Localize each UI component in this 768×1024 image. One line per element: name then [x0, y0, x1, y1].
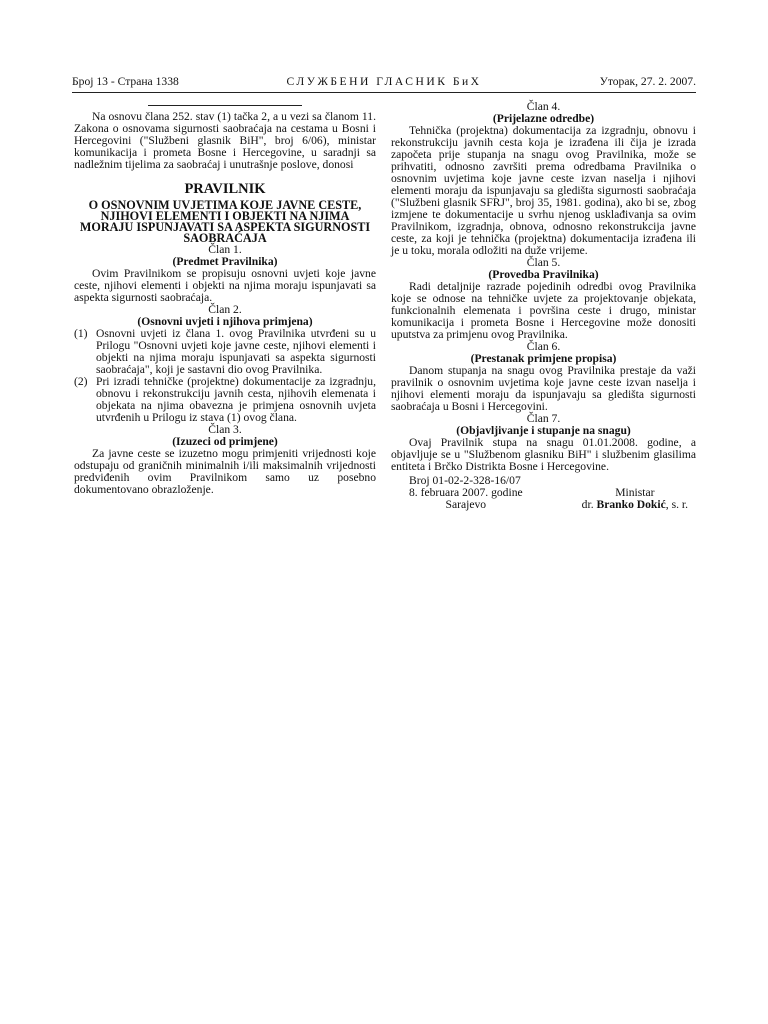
signatory-suffix: , s. r. [665, 498, 688, 511]
article-text: Tehnička (projektna) dokumentacija za izgradnju, obnovu i rekonstrukciju javnih cesta koja je izrađena ili čija je izrada započeta prije stupanja na snagu ovog Pravilnika, može se prihvatiti, odnosno završiti prema odredbama Pravilnika o osnovnim uvjetima koje javne ceste izvan naselja i njihovi elementi moraju da ispunjavaju sa gledišta sigurnosti saobraćaja ("Službeni glasnik SFRJ", broj 35, 1981. godina), ako bi se, zbog izmjene te dokumentacije u svrhu njenog usklađivanja sa ovim Pravilnikom, izgradnja, obnova, odnosno rekonstrukcija javne ceste, za koji je tehnička (projektna) dokumentacija izrađena ili je u toku, morala odložiti na duže vrijeme. [391, 124, 696, 257]
header-rule [72, 92, 696, 93]
article-7 [391, 413, 696, 473]
article-4 [391, 101, 696, 257]
signatory-role: Ministar [615, 486, 655, 499]
article-heading: (Provedba Pravilnika) [488, 268, 599, 281]
article-item [74, 328, 376, 376]
document-number: Broj 01-02-2-328-16/07 [409, 474, 521, 487]
document-date: 8. februara 2007. godine [409, 486, 523, 499]
article-6 [391, 341, 696, 413]
article-1 [74, 244, 376, 304]
article-text: Za javne ceste se izuzetno mogu primjeniti vrijednosti koje odstupaju od graničnih minimalnih i/ili maksimalnih vrijednosti predviđenih ovim Pravilnikom samo uz posebno dokumentovano obrazloženje. [74, 447, 376, 496]
article-heading: (Prestanak primjene propisa) [470, 352, 617, 365]
signatory-title: dr. [581, 498, 594, 511]
preamble: Na osnovu člana 252. stav (1) tačka 2, a u vezi sa članom 11. Zakona o osnovama sigurnosti saobraćaja na cestama u Bosni i Hercegovini ("Službeni glasnik BiH", broj 6/06), ministar komunikacija i prometa Bosne i Hercegovine, u saradnji sa nadležnim tijelima za saobraćaj i unutrašnje poslove, donosi [74, 110, 376, 171]
article-heading: (Objavljivanje i stupanje na snagu) [456, 424, 631, 437]
article-item [74, 376, 376, 424]
document-place: Sarajevo [445, 498, 487, 511]
article-label: Član 1. [208, 243, 242, 256]
article-3 [74, 424, 376, 496]
article-label: Član 4. [526, 100, 561, 113]
issue-date: Уторак, 27. 2. 2007. [599, 75, 696, 88]
document-subtitle: O OSNOVNIM UVJETIMA KOJE JAVNE CESTE, NJIHOVI ELEMENTI I OBJEKTI NA NJIMA MORAJU ISPUNJAVATI SA ASPEKTA SIGURNOSTI SAOBRAĆAJA [79, 198, 371, 245]
article-heading: (Predmet Pravilnika) [172, 255, 278, 268]
article-5 [391, 257, 696, 341]
article-label: Član 3. [208, 423, 242, 436]
article-label: Član 7. [526, 412, 561, 425]
article-text: Danom stupanja na snagu ovog Pravilnika prestaje da važi pravilnik o osnovnim uvjetima koje javne ceste izvan naselja i njihovi elementi moraju da ispunjavaju sa gledišta sigurnosti saobraćaja u Bosni i Hercegovini. [391, 364, 696, 413]
right-column [391, 101, 696, 511]
gazette-title: СЛУЖБЕНИ ГЛАСНИК БиХ [286, 75, 482, 88]
left-column [74, 111, 376, 496]
section-separator [148, 105, 302, 106]
issue-page-number: Број 13 - Страна 1338 [72, 75, 179, 88]
article-2 [74, 304, 376, 424]
article-label: Član 6. [526, 340, 561, 353]
article-heading: (Izuzeci od primjene) [172, 435, 278, 448]
signatory-name: Branko Dokić [596, 498, 666, 511]
article-label: Član 2. [208, 303, 242, 316]
article-text: Radi detaljnije razrade pojedinih odredbi ovog Pravilnika koje se odnose na tehničke uvjete za projektovanje objekata, funkcionalnih elemenata i površina ceste i drugo, ministar komunikacija i prometa Bosne i Hercegovine može donositi uputstva za primjenu ovog Pravilnika. [391, 280, 696, 341]
article-heading: (Osnovni uvjeti i njihova primjena) [137, 315, 313, 328]
signatory-name-line [582, 499, 688, 511]
article-text: Ovim Pravilnikom se propisuju osnovni uvjeti koje javne ceste, njihovi elementi i objekti na njima moraju ispunjavati sa aspekta sigurnosti saobraćaja. [74, 267, 376, 304]
article-heading: (Prijelazne odredbe) [492, 112, 595, 125]
item-text: Osnovni uvjeti iz člana 1. ovog Pravilnika utvrđeni su u Prilogu "Osnovni uvjeti koje javne ceste, njihovi elementi i objekti na njima moraju ispunjavati sa aspekta sigurnosti saobraćaja", koji je sastavni dio ovog Pravilnika. [96, 327, 376, 376]
item-number: (1) [74, 327, 88, 340]
item-number: (2) [74, 375, 88, 388]
item-text: Pri izradi tehničke (projektne) dokumentacije za izgradnju, obnovu i rekonstrukciju javnih cesta, njihovih elemenata i objekata na njima obavezna je primjena osnovnih uvjeta utvrđenih u Prilogu iz stava (1) ovog člana. [96, 375, 376, 424]
page-header [72, 74, 696, 90]
article-label: Član 5. [526, 256, 561, 269]
document-title: PRAVILNIK [184, 181, 266, 197]
signature-block [391, 475, 696, 511]
article-text: Ovaj Pravilnik stupa na snagu 01.01.2008. godine, a objavljuje se u "Službenom glasniku BiH" i službenim glasilima entiteta i Brčko Distrikta Bosne i Hercegovine. [391, 436, 696, 473]
